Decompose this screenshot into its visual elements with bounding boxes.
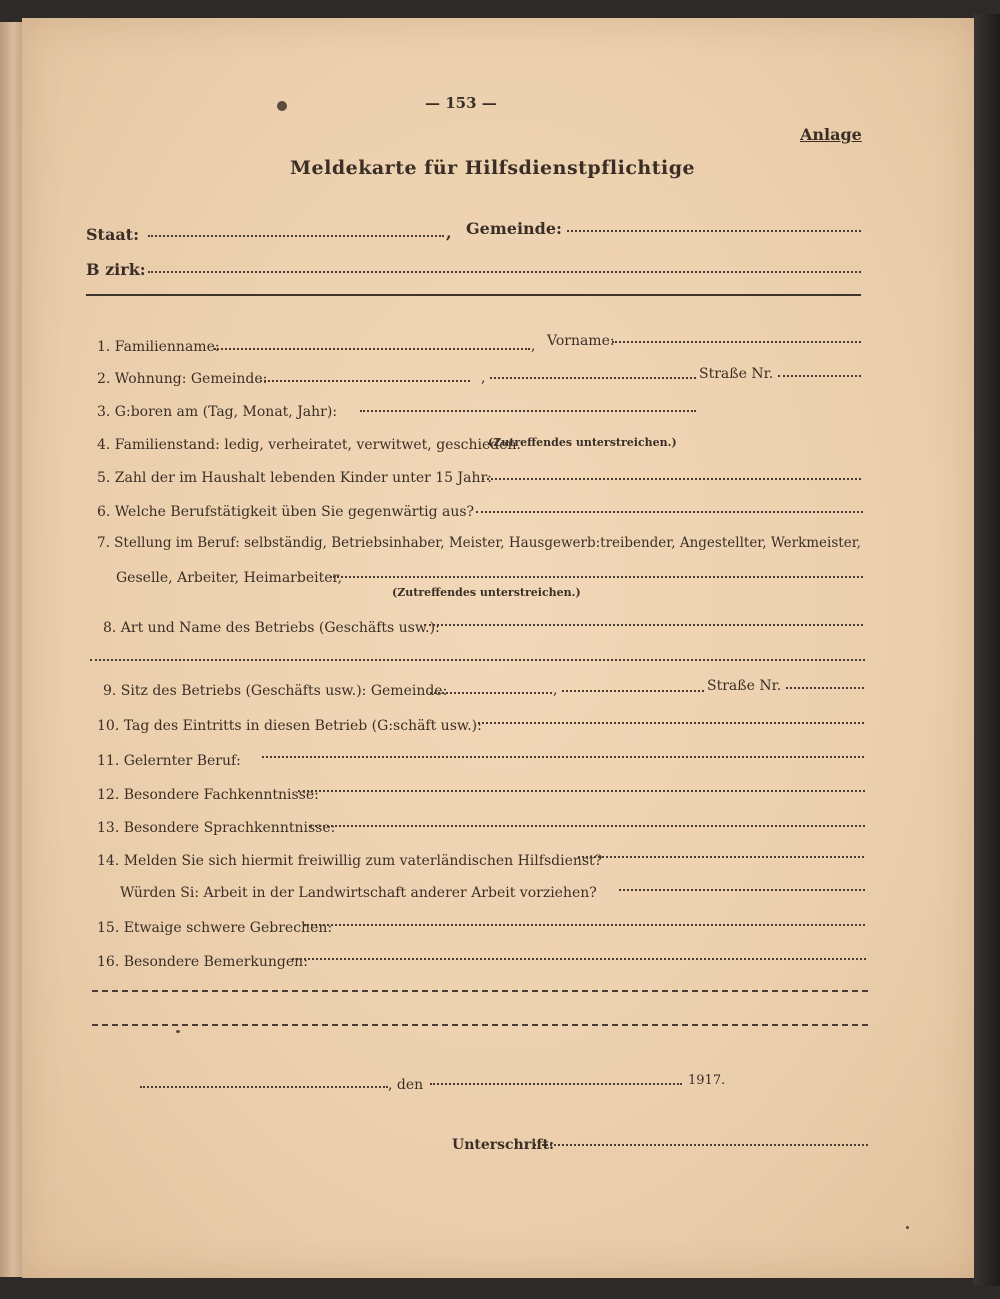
item-11-label: 11. Gelernter Beruf:: [97, 753, 241, 769]
paper-speck: [176, 1030, 180, 1033]
fachkenntnisse-field[interactable]: [298, 790, 865, 792]
item-2-label: 2. Wohnung: Gemeinde:: [97, 371, 268, 387]
item-1-label: 1. Familienname:: [97, 339, 220, 355]
item-7-label: 7. Stellung im Beruf: selbständig, Betriebsinhaber, Meister, Hausgewerb:treibender, Angestellter, Werkmeister,: [97, 535, 861, 551]
item-5-label: 5. Zahl der im Haushalt lebenden Kinder unter 15 Jahr:: [97, 470, 492, 486]
ort-field[interactable]: [140, 1086, 388, 1088]
gemeinde-field[interactable]: [567, 230, 861, 232]
annex-label: Anlage: [800, 125, 862, 144]
gelernter-beruf-field[interactable]: [262, 756, 864, 758]
item-8-label: 8. Art und Name des Betriebs (Geschäfts usw.):: [103, 620, 440, 636]
item-10-label: 10. Tag des Eintritts in diesen Betrieb (G:schäft usw.):: [97, 718, 482, 734]
item-9-label: 9. Sitz des Betriebs (Geschäfts usw.): Gemeinde:: [103, 683, 448, 699]
item-2-comma: ,: [481, 370, 486, 386]
staat-comma: ,: [446, 223, 452, 242]
item-14-label: 14. Melden Sie sich hiermit freiwillig zum vaterländischen Hilfsdienst?: [97, 853, 603, 869]
kinder-field[interactable]: [482, 478, 861, 480]
betrieb-nr-field[interactable]: [786, 687, 864, 689]
bemerkungen-field-3[interactable]: [92, 1024, 868, 1026]
familienname-field[interactable]: [214, 348, 530, 350]
datum-field[interactable]: [430, 1083, 682, 1085]
signature-field[interactable]: [534, 1144, 868, 1146]
bezirk-field[interactable]: [148, 271, 861, 273]
item-16-label: 16. Besondere Bemerkungen:: [97, 954, 308, 970]
item-14-continuation: Würden Si: Arbeit in der Landwirtschaft anderer Arbeit vorziehen?: [120, 885, 597, 901]
eintritt-field[interactable]: [478, 722, 864, 724]
betrieb-strasse-label: Straße Nr.: [707, 678, 782, 694]
header-separator: [86, 294, 861, 296]
item-13-label: 13. Besondere Sprachkenntnisse:: [97, 820, 336, 836]
item-7-continuation: Geselle, Arbeiter, Heimarbeiter,: [116, 570, 343, 586]
vorname-label: Vorname:: [547, 333, 615, 349]
item-3-label: 3. G:boren am (Tag, Monat, Jahr):: [97, 404, 338, 420]
landwirtschaft-field[interactable]: [619, 889, 865, 891]
staat-field[interactable]: [148, 235, 444, 237]
vorname-field[interactable]: [612, 341, 861, 343]
item-9-comma: ,: [553, 682, 558, 698]
gebrechen-field[interactable]: [304, 924, 865, 926]
year-label: 1917.: [688, 1073, 726, 1088]
item-7-note: (Zutreffendes unterstreichen.): [392, 586, 581, 599]
item-1-comma: ,: [531, 338, 536, 354]
wohnung-gemeinde-field[interactable]: [260, 380, 470, 382]
strasse-label: Straße Nr.: [699, 366, 774, 382]
item-4-label: 4. Familienstand: ledig, verheiratet, verwitwet, geschieden.: [97, 437, 521, 453]
hilfsdienst-field[interactable]: [578, 856, 864, 858]
bemerkungen-field[interactable]: [292, 958, 866, 960]
betrieb-name-field-2[interactable]: [90, 659, 865, 661]
item-6-label: 6. Welche Berufstätigkeit üben Sie gegenwärtig aus?: [97, 504, 475, 520]
left-page-edge: [0, 22, 22, 1277]
bemerkungen-field-2[interactable]: [92, 990, 868, 992]
bezirk-label: B zirk:: [86, 260, 146, 279]
geburtsdatum-field[interactable]: [360, 410, 696, 412]
item-12-label: 12. Besondere Fachkenntnisse:: [97, 787, 319, 803]
wohnung-strasse-field[interactable]: [490, 377, 696, 379]
gemeinde-label: Gemeinde:: [466, 219, 562, 238]
staat-label: Staat:: [86, 225, 139, 244]
betrieb-gemeinde-field[interactable]: [430, 692, 552, 694]
betrieb-name-field[interactable]: [424, 624, 863, 626]
wohnung-nr-field[interactable]: [778, 375, 861, 377]
den-label: , den: [388, 1077, 424, 1093]
form-page: [22, 18, 974, 1278]
paper-speck: [906, 1226, 909, 1229]
stellung-field[interactable]: [330, 576, 863, 578]
signature-label: Unterschrift:: [452, 1137, 555, 1153]
berufstaetigkeit-field[interactable]: [476, 511, 863, 513]
sprachkenntnisse-field[interactable]: [310, 825, 865, 827]
item-15-label: 15. Etwaige schwere Gebrechen:: [97, 920, 333, 936]
betrieb-strasse-field[interactable]: [562, 690, 704, 692]
ink-blot: [277, 101, 287, 111]
book-spine-edge: [974, 14, 1000, 1286]
item-4-note: (Zutreffendes unterstreichen.): [488, 436, 677, 449]
page-number: — 153 —: [425, 94, 497, 112]
form-title: Meldekarte für Hilfsdienstpflichtige: [290, 157, 696, 179]
